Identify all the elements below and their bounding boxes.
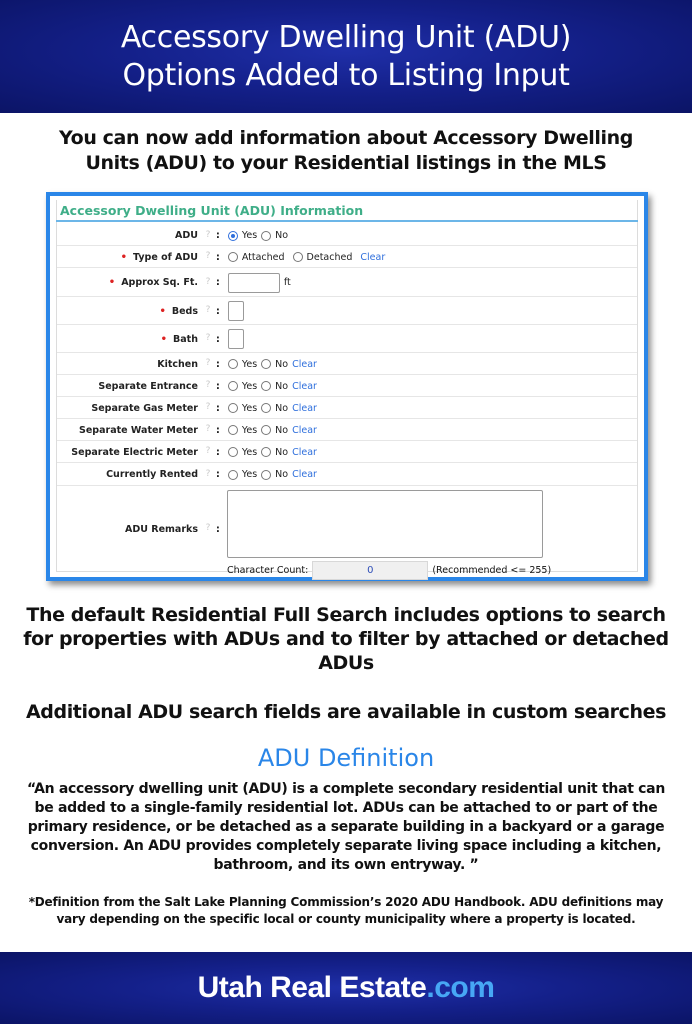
header-title-line2: Options Added to Listing Input	[122, 57, 570, 93]
sqft-unit: ft	[283, 277, 291, 288]
colon: :	[216, 380, 220, 392]
colon: :	[216, 424, 220, 436]
gas-no-label: No	[275, 402, 289, 414]
label-separate-entrance: Separate Entrance	[98, 380, 198, 392]
gas-no-radio[interactable]	[261, 403, 271, 413]
help-icon[interactable]: ?	[205, 380, 211, 390]
row-type-of-adu	[57, 247, 637, 268]
electric-yes-label: Yes	[241, 446, 258, 458]
brand-name: Utah Real Estate	[197, 971, 427, 1004]
rented-no-label: No	[275, 469, 289, 480]
adu-form-screenshot	[46, 192, 648, 581]
label-beds: • Beds	[159, 305, 198, 317]
help-icon[interactable]: ?	[205, 523, 211, 533]
label-type-of-adu: • Type of ADU	[120, 251, 198, 263]
beds-input[interactable]	[228, 301, 244, 321]
help-icon[interactable]: ?	[205, 424, 211, 434]
label-separate-water-meter: Separate Water Meter	[79, 424, 198, 436]
custom-search-text: Additional ADU search fields are available in custom searches	[25, 701, 666, 723]
adu-no-label: No	[275, 230, 289, 241]
kitchen-clear-link[interactable]: Clear	[292, 358, 317, 370]
colon: :	[216, 402, 220, 414]
brand-logo	[198, 971, 495, 1005]
label-bath: • Bath	[160, 333, 198, 345]
colon: :	[216, 251, 220, 263]
water-no-radio[interactable]	[261, 425, 271, 435]
row-approx-sqft	[57, 269, 637, 297]
adu-no-radio[interactable]	[261, 231, 271, 241]
label-adu-remarks: ADU Remarks	[125, 523, 198, 535]
help-icon[interactable]: ?	[205, 402, 211, 412]
label-approx-sqft: • Approx Sq. Ft.	[108, 277, 198, 288]
kitchen-no-label: No	[275, 358, 289, 370]
adu-form	[56, 200, 638, 576]
character-count-row	[227, 561, 551, 580]
rented-no-radio[interactable]	[261, 470, 271, 480]
help-icon[interactable]: ?	[205, 333, 211, 343]
label-currently-rented: Currently Rented	[106, 469, 198, 480]
electric-no-radio[interactable]	[261, 447, 271, 457]
electric-yes-radio[interactable]	[228, 447, 238, 457]
footer-banner	[0, 952, 692, 1024]
entrance-yes-radio[interactable]	[228, 381, 238, 391]
water-no-label: No	[275, 424, 289, 436]
colon: :	[216, 230, 220, 241]
required-marker: •	[108, 277, 116, 288]
colon: :	[216, 469, 220, 480]
header-banner	[0, 0, 692, 113]
character-count-label: Character Count:	[227, 565, 309, 576]
row-separate-gas-meter	[57, 398, 637, 419]
colon: :	[216, 333, 220, 345]
help-icon[interactable]: ?	[205, 358, 211, 368]
row-adu	[57, 226, 637, 246]
intro-text: You can now add information about Accessory Dwelling Units (ADU) to your Residential listings in the MLS	[59, 127, 633, 174]
entrance-no-label: No	[275, 380, 289, 392]
row-separate-water-meter	[57, 420, 637, 441]
help-icon[interactable]: ?	[205, 229, 211, 240]
rented-yes-label: Yes	[241, 469, 258, 480]
label-adu: ADU	[175, 230, 198, 241]
adu-yes-radio[interactable]	[228, 231, 238, 241]
rented-yes-radio[interactable]	[228, 470, 238, 480]
row-kitchen	[57, 354, 637, 375]
gas-clear-link[interactable]: Clear	[292, 402, 317, 414]
colon: :	[216, 277, 220, 288]
character-count-value: 0	[312, 561, 428, 580]
help-icon[interactable]: ?	[205, 468, 211, 479]
label-separate-electric-meter: Separate Electric Meter	[71, 446, 198, 458]
kitchen-no-radio[interactable]	[261, 359, 271, 369]
search-info-text: The default Residential Full Search includes options to search for properties with ADUs and to filter by attached or detached ADUs	[23, 604, 669, 674]
colon: :	[216, 446, 220, 458]
electric-clear-link[interactable]: Clear	[292, 446, 317, 458]
kitchen-yes-label: Yes	[241, 358, 258, 370]
help-icon[interactable]: ?	[205, 305, 211, 315]
water-yes-label: Yes	[241, 424, 258, 436]
required-marker: •	[120, 251, 127, 263]
form-title: Accessory Dwelling Unit (ADU) Information	[56, 200, 638, 222]
entrance-no-radio[interactable]	[261, 381, 271, 391]
type-detached-radio[interactable]	[293, 252, 303, 262]
gas-yes-radio[interactable]	[228, 403, 238, 413]
label-kitchen: Kitchen	[157, 358, 198, 370]
adu-remarks-textarea[interactable]	[227, 490, 543, 558]
row-bath	[57, 326, 637, 353]
help-icon[interactable]: ?	[205, 276, 211, 287]
adu-yes-label: Yes	[241, 230, 258, 241]
bath-input[interactable]	[228, 329, 244, 349]
character-count-recommendation: (Recommended <= 255)	[432, 565, 552, 576]
label-separate-gas-meter: Separate Gas Meter	[91, 402, 198, 414]
row-beds	[57, 298, 637, 325]
help-icon[interactable]: ?	[205, 251, 211, 261]
type-clear-link[interactable]: Clear	[360, 251, 386, 263]
row-separate-entrance	[57, 376, 637, 397]
gas-yes-label: Yes	[241, 402, 258, 414]
type-attached-radio[interactable]	[228, 252, 238, 262]
colon: :	[216, 305, 220, 317]
definition-quote: “An accessory dwelling unit (ADU) is a complete secondary residential unit that can be added to a single-family residential lot. ADUs can be attached to or part of the primary residence, or be detached as a separate building in a backyard or a garage conversion. An ADU provides completely separate living space including a kitchen, bathroom, and its own entryway. ”	[26, 781, 665, 873]
brand-tld: .com	[426, 971, 495, 1004]
colon: :	[216, 523, 220, 535]
entrance-yes-label: Yes	[241, 380, 258, 392]
row-separate-electric-meter	[57, 442, 637, 463]
electric-no-label: No	[275, 446, 289, 458]
colon: :	[216, 358, 220, 370]
help-icon[interactable]: ?	[205, 446, 211, 456]
definition-heading: ADU Definition	[257, 744, 435, 772]
header-title-line1: Accessory Dwelling Unit (ADU)	[120, 19, 572, 55]
water-yes-radio[interactable]	[228, 425, 238, 435]
row-currently-rented	[57, 464, 637, 486]
rented-clear-link[interactable]: Clear	[292, 469, 317, 480]
water-clear-link[interactable]: Clear	[292, 424, 317, 436]
required-marker: •	[159, 305, 166, 317]
type-detached-label: Detached	[306, 251, 353, 263]
type-attached-label: Attached	[241, 251, 285, 263]
sqft-input[interactable]	[228, 273, 280, 293]
required-marker: •	[160, 333, 168, 345]
entrance-clear-link[interactable]: Clear	[292, 380, 317, 392]
definition-footnote: *Definition from the Salt Lake Planning Commission’s 2020 ADU Handbook. ADU definitions may vary depending on the specific local or county municipality where a property is located.	[28, 895, 664, 926]
kitchen-yes-radio[interactable]	[228, 359, 238, 369]
